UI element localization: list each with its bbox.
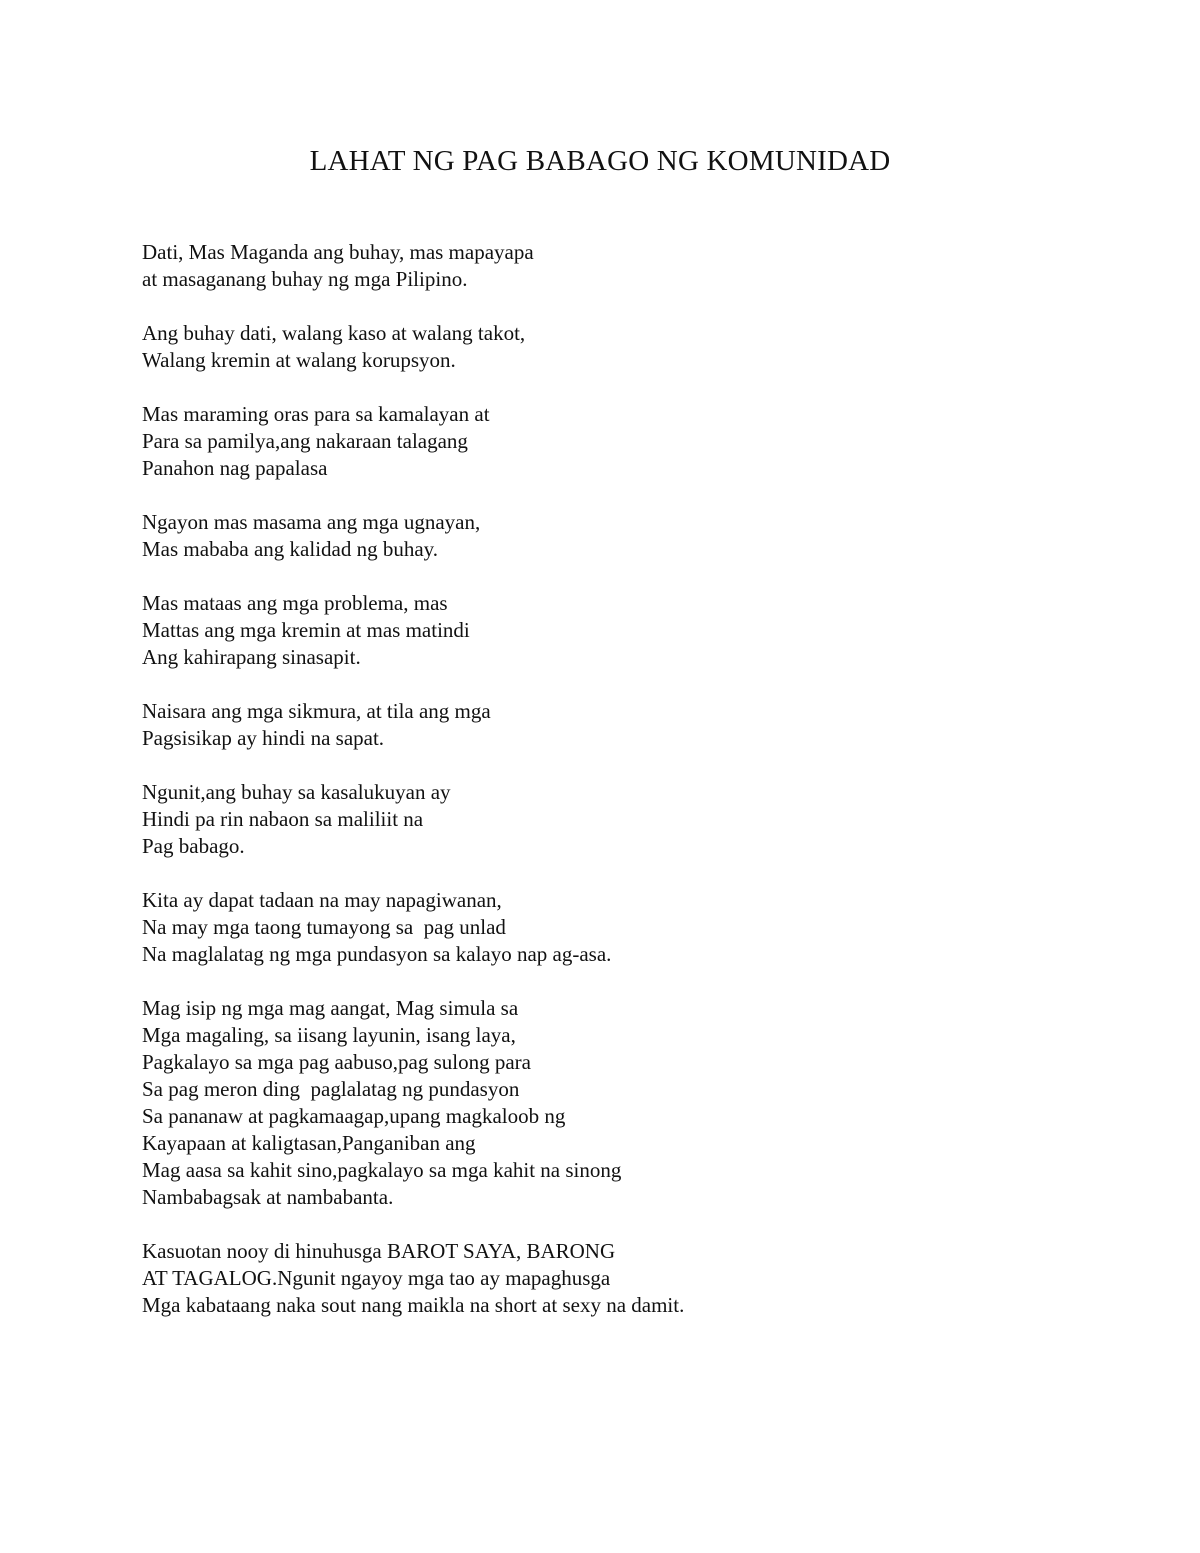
poem-line: Pag babago.: [142, 834, 245, 858]
poem-line: AT TAGALOG.Ngunit ngayoy mga tao ay mapaghusga: [142, 1266, 611, 1290]
poem-line: Hindi pa rin nabaon sa maliliit na: [142, 807, 424, 831]
stanza-4: [142, 509, 1142, 563]
poem-line: Pagsisikap ay hindi na sapat.: [142, 726, 385, 750]
stanza-10: [142, 1238, 1142, 1319]
poem-line: Kasuotan nooy di hinuhusga BAROT SAYA, BARONG: [142, 1239, 616, 1263]
poem-line: Naisara ang mga sikmura, at tila ang mga: [142, 699, 491, 723]
poem-line: at masaganang buhay ng mga Pilipino.: [142, 267, 468, 291]
poem-line: Sa pananaw at pagkamaagap,upang magkaloob ng: [142, 1104, 566, 1128]
stanza-9: [142, 995, 1142, 1211]
poem-line: Mas mababa ang kalidad ng buhay.: [142, 537, 439, 561]
poem-line: Sa pag meron ding paglalatag ng pundasyon: [142, 1077, 520, 1101]
poem-line: Ngunit,ang buhay sa kasalukuyan ay: [142, 780, 451, 804]
poem-line: Dati, Mas Maganda ang buhay, mas mapayapa: [142, 240, 534, 264]
stanza-2: [142, 320, 1142, 374]
poem-line: Kayapaan at kaligtasan,Panganiban ang: [142, 1131, 476, 1155]
document-title: LAHAT NG PAG BABAGO NG KOMUNIDAD: [309, 145, 891, 177]
poem-line: Pagkalayo sa mga pag aabuso,pag sulong para: [142, 1050, 531, 1074]
poem-line: Ngayon mas masama ang mga ugnayan,: [142, 510, 481, 534]
poem-line: Mas maraming oras para sa kamalayan at: [142, 402, 490, 426]
poem-line: Mag aasa sa kahit sino,pagkalayo sa mga kahit na sinong: [142, 1158, 622, 1182]
poem-line: Mag isip ng mga mag aangat, Mag simula sa: [142, 996, 519, 1020]
poem-line: Mga kabataang naka sout nang maikla na short at sexy na damit.: [142, 1293, 685, 1317]
poem-line: Walang kremin at walang korupsyon.: [142, 348, 456, 372]
poem-line: Ang buhay dati, walang kaso at walang takot,: [142, 321, 526, 345]
poem-body: [142, 239, 1142, 1346]
stanza-6: [142, 698, 1142, 752]
poem-line: Mattas ang mga kremin at mas matindi: [142, 618, 470, 642]
poem-line: Panahon nag papalasa: [142, 456, 328, 480]
poem-line: Ang kahirapang sinasapit.: [142, 645, 361, 669]
stanza-1: [142, 239, 1142, 293]
poem-line: Na maglalatag ng mga pundasyon sa kalayo nap ag-asa.: [142, 942, 612, 966]
poem-line: Na may mga taong tumayong sa pag unlad: [142, 915, 506, 939]
poem-line: Para sa pamilya,ang nakaraan talagang: [142, 429, 468, 453]
stanza-3: [142, 401, 1142, 482]
poem-line: Nambabagsak at nambabanta.: [142, 1185, 394, 1209]
poem-line: Kita ay dapat tadaan na may napagiwanan,: [142, 888, 502, 912]
stanza-5: [142, 590, 1142, 671]
poem-line: Mas mataas ang mga problema, mas: [142, 591, 448, 615]
poem-line: Mga magaling, sa iisang layunin, isang laya,: [142, 1023, 516, 1047]
stanza-8: [142, 887, 1142, 968]
stanza-7: [142, 779, 1142, 860]
